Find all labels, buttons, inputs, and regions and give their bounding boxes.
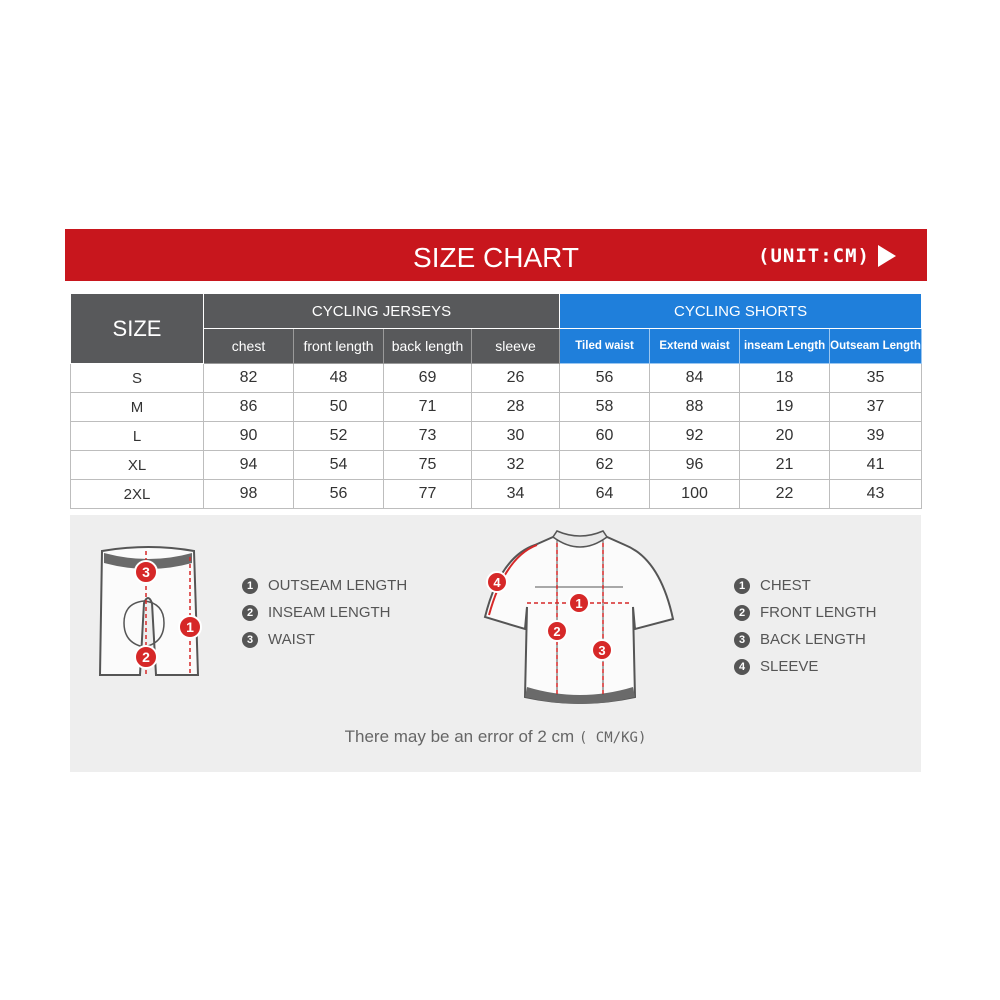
- table-cell: 75: [384, 451, 472, 480]
- table-cell: 92: [650, 422, 740, 451]
- banner-title: SIZE CHART: [413, 242, 579, 273]
- table-cell: 56: [294, 480, 384, 509]
- column-header-front-length: front length: [294, 329, 384, 364]
- table-cell: 37: [830, 393, 922, 422]
- table-cell: 84: [650, 364, 740, 393]
- table-row: [71, 451, 922, 480]
- number-badge-icon: 1: [734, 578, 750, 594]
- shorts-legend: [242, 572, 407, 653]
- svg-text:2: 2: [553, 624, 561, 639]
- number-badge-icon: 3: [242, 632, 258, 648]
- measurement-guide-panel: [70, 515, 921, 772]
- error-note: [70, 727, 921, 747]
- table-row: [71, 364, 922, 393]
- legend-item: [734, 626, 876, 653]
- table-cell: 56: [560, 364, 650, 393]
- legend-label: FRONT LENGTH: [760, 604, 877, 621]
- column-header-tiled-waist: Tiled waist: [560, 329, 650, 364]
- legend-item: [242, 572, 407, 599]
- error-note-unit: ( CM/KG): [578, 730, 647, 746]
- marker-2: [135, 646, 157, 668]
- svg-text:3: 3: [598, 643, 606, 658]
- size-cell: XL: [71, 451, 204, 480]
- size-header: SIZE: [71, 294, 204, 364]
- table-row: [71, 422, 922, 451]
- column-header-outseam-length: Outseam Length: [830, 329, 922, 364]
- marker-1: [179, 616, 201, 638]
- table-cell: 48: [294, 364, 384, 393]
- table-cell: 71: [384, 393, 472, 422]
- column-header-inseam-length: inseam Length: [740, 329, 830, 364]
- table-cell: 18: [740, 364, 830, 393]
- legend-label: SLEEVE: [760, 658, 819, 675]
- table-cell: 77: [384, 480, 472, 509]
- table-cell: 20: [740, 422, 830, 451]
- shorts-header: CYCLING SHORTS: [560, 294, 922, 329]
- size-cell: L: [71, 422, 204, 451]
- table-cell: 90: [204, 422, 294, 451]
- error-note-text: There may be an error of 2 cm: [344, 727, 575, 746]
- table-cell: 96: [650, 451, 740, 480]
- size-cell: S: [71, 364, 204, 393]
- table-cell: 62: [560, 451, 650, 480]
- legend-label: OUTSEAM LENGTH: [268, 577, 408, 594]
- table-cell: 86: [204, 393, 294, 422]
- jerseys-header: CYCLING JERSEYS: [204, 294, 560, 329]
- number-badge-icon: 1: [242, 578, 258, 594]
- table-cell: 32: [472, 451, 560, 480]
- number-badge-icon: 2: [734, 605, 750, 621]
- legend-item: [734, 653, 876, 680]
- table-cell: 58: [560, 393, 650, 422]
- legend-label: INSEAM LENGTH: [268, 604, 391, 621]
- table-cell: 69: [384, 364, 472, 393]
- table-cell: 60: [560, 422, 650, 451]
- table-cell: 94: [204, 451, 294, 480]
- table-cell: 28: [472, 393, 560, 422]
- column-header-chest: chest: [204, 329, 294, 364]
- table-cell: 82: [204, 364, 294, 393]
- table-cell: 73: [384, 422, 472, 451]
- number-badge-icon: 3: [734, 632, 750, 648]
- table-cell: 64: [560, 480, 650, 509]
- marker-2: [547, 621, 567, 641]
- table-cell: 19: [740, 393, 830, 422]
- svg-text:3: 3: [142, 564, 150, 580]
- svg-text:4: 4: [493, 575, 501, 590]
- svg-text:1: 1: [186, 619, 194, 635]
- size-cell: 2XL: [71, 480, 204, 509]
- table-cell: 21: [740, 451, 830, 480]
- jersey-legend: [734, 572, 876, 680]
- table-cell: 54: [294, 451, 384, 480]
- legend-item: [734, 599, 876, 626]
- marker-4: [487, 572, 507, 592]
- marker-1: [569, 593, 589, 613]
- table-cell: 98: [204, 480, 294, 509]
- legend-item: [242, 626, 407, 653]
- shorts-diagram: [94, 543, 214, 683]
- legend-label: WAIST: [268, 631, 315, 648]
- table-cell: 88: [650, 393, 740, 422]
- table-row: [71, 480, 922, 509]
- column-header-extend-waist: Extend waist: [650, 329, 740, 364]
- table-cell: 26: [472, 364, 560, 393]
- marker-3: [135, 561, 157, 583]
- table-cell: 39: [830, 422, 922, 451]
- column-header-back-length: back length: [384, 329, 472, 364]
- table-cell: 100: [650, 480, 740, 509]
- size-table: [70, 293, 922, 509]
- number-badge-icon: 4: [734, 659, 750, 675]
- marker-3: [592, 640, 612, 660]
- table-row: [71, 393, 922, 422]
- table-cell: 50: [294, 393, 384, 422]
- play-arrow-icon: [878, 245, 896, 267]
- legend-label: CHEST: [760, 577, 811, 594]
- table-cell: 52: [294, 422, 384, 451]
- column-header-sleeve: sleeve: [472, 329, 560, 364]
- svg-text:2: 2: [142, 649, 150, 665]
- table-cell: 43: [830, 480, 922, 509]
- legend-label: BACK LENGTH: [760, 631, 866, 648]
- table-cell: 34: [472, 480, 560, 509]
- table-cell: 30: [472, 422, 560, 451]
- banner-unit: (UNIT:CM): [758, 245, 870, 267]
- table-cell: 41: [830, 451, 922, 480]
- legend-item: [242, 599, 407, 626]
- jersey-diagram: [475, 527, 685, 712]
- svg-text:1: 1: [575, 596, 583, 611]
- size-cell: M: [71, 393, 204, 422]
- legend-item: [734, 572, 876, 599]
- table-cell: 22: [740, 480, 830, 509]
- table-cell: 35: [830, 364, 922, 393]
- number-badge-icon: 2: [242, 605, 258, 621]
